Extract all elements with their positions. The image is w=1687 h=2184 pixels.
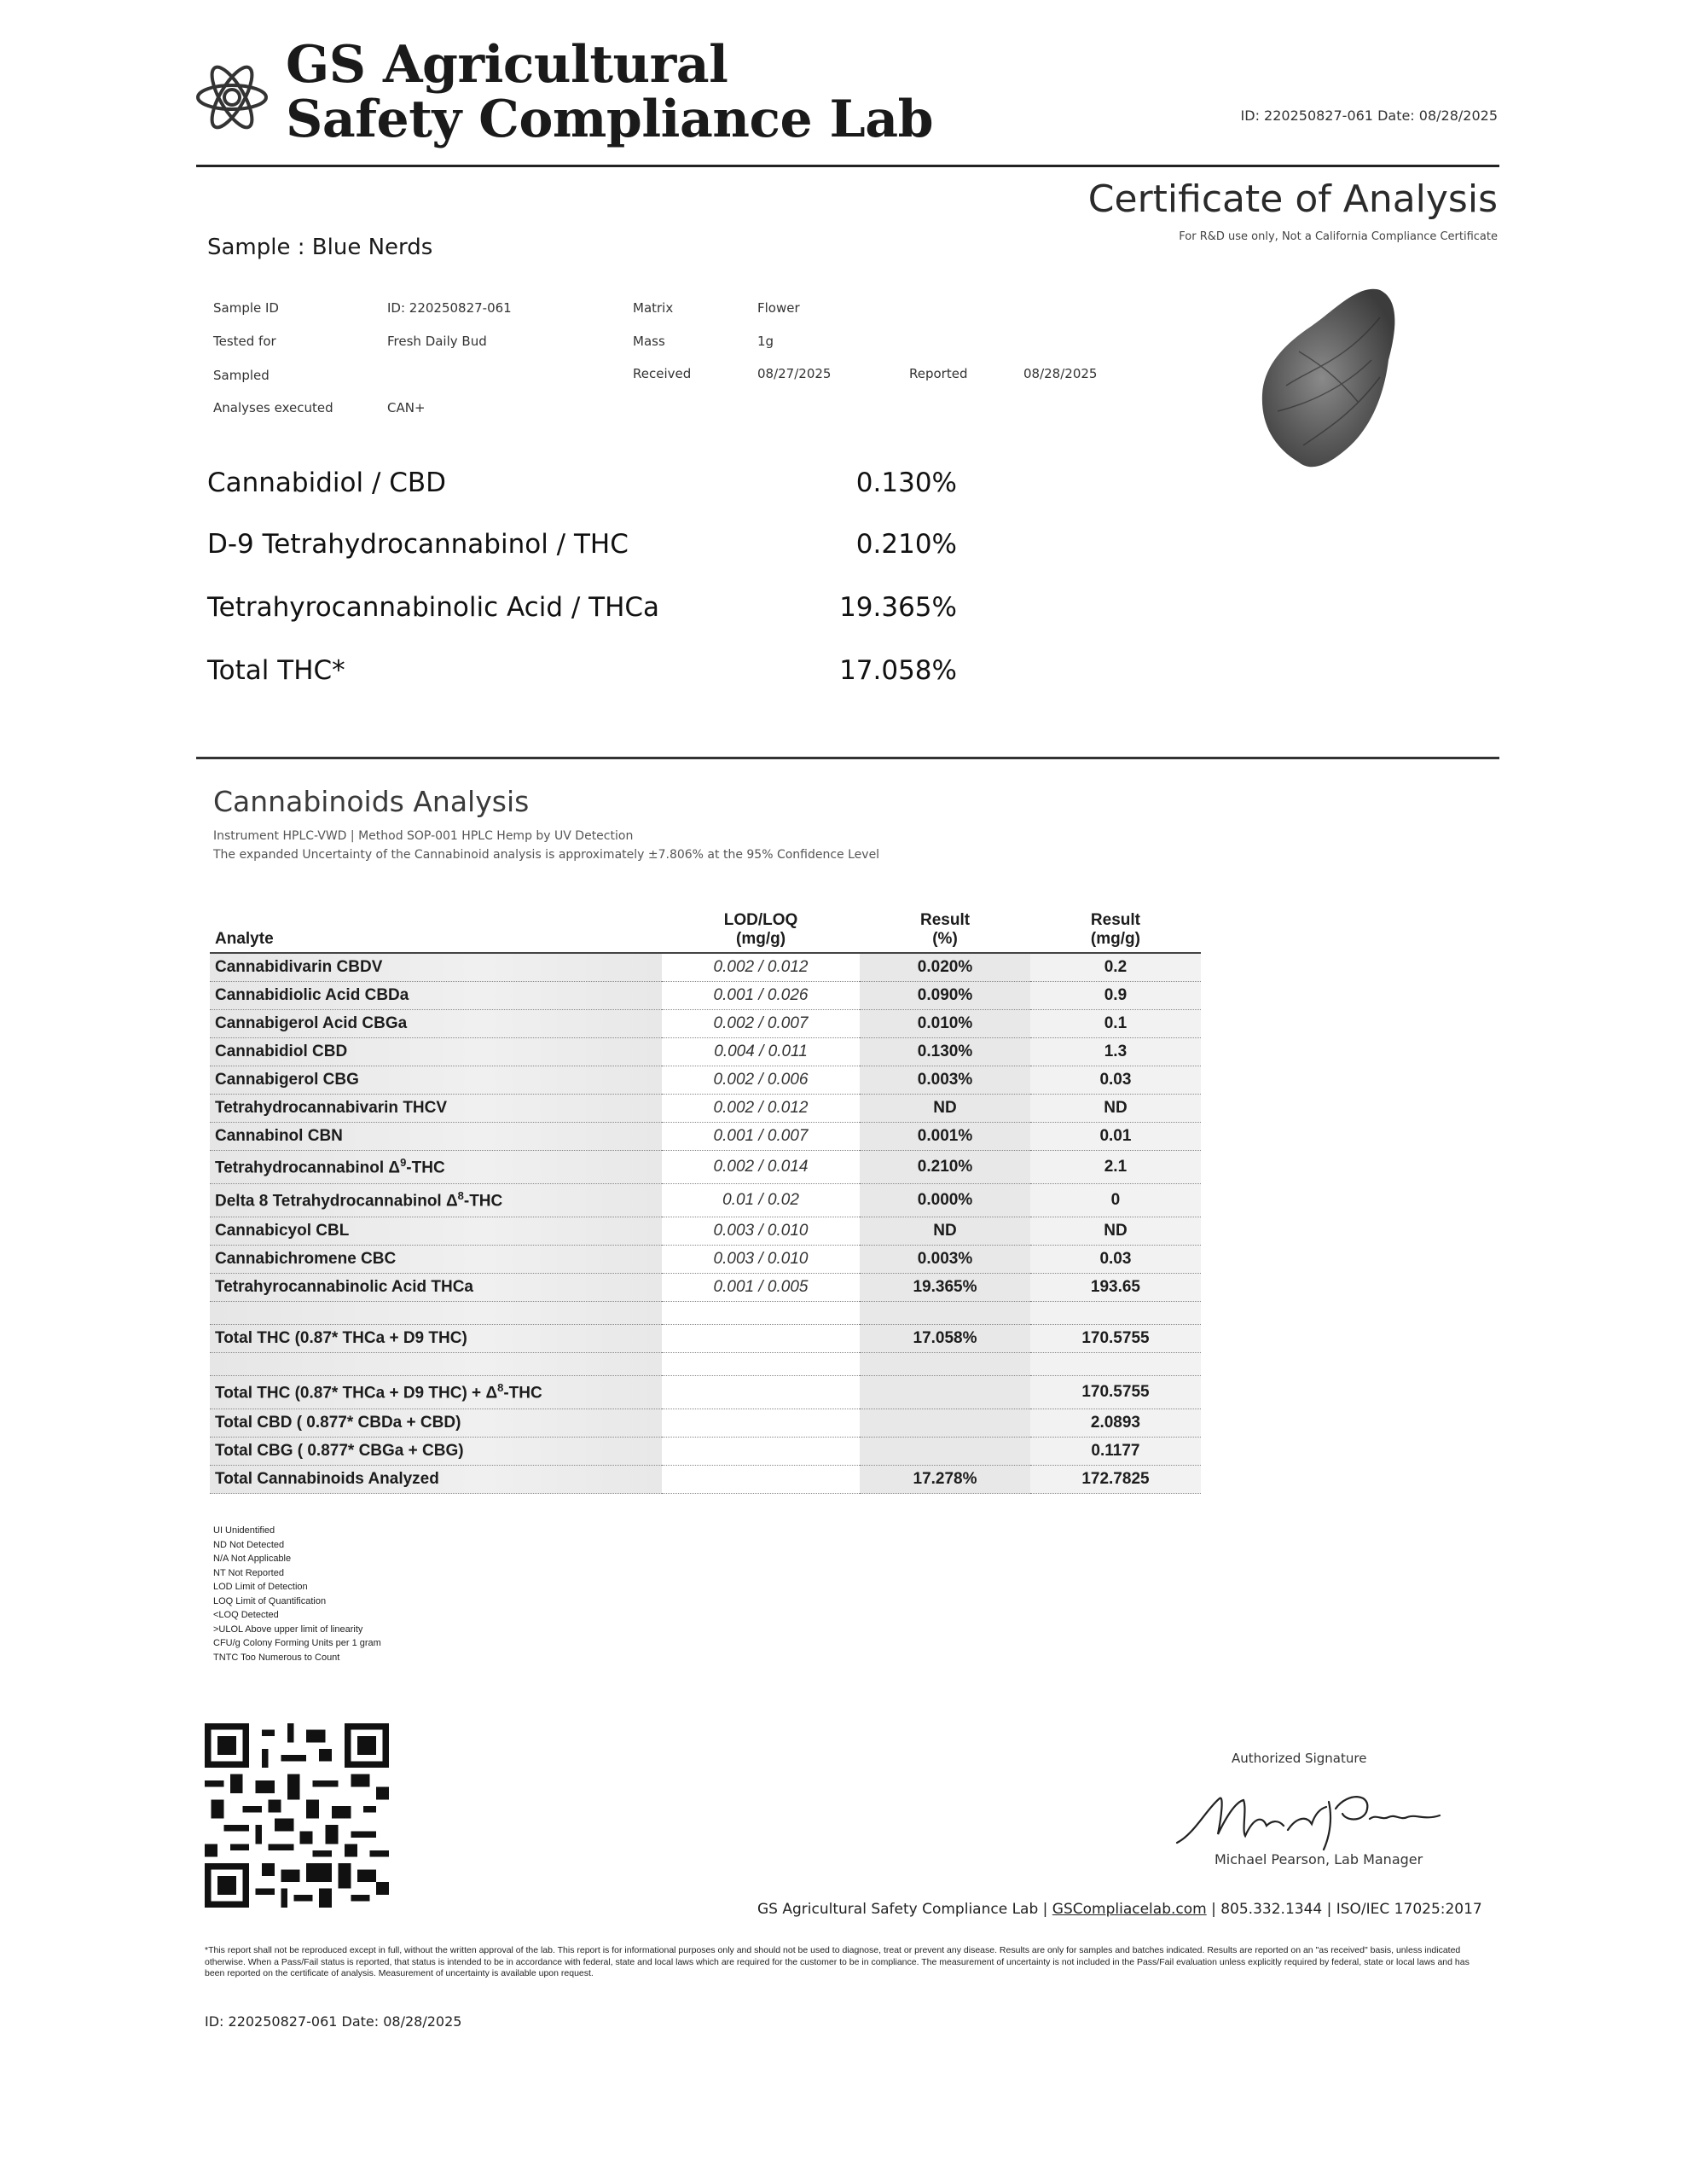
atom-logo-icon [194, 51, 270, 143]
analyte-pct: ND [860, 1095, 1030, 1123]
sample-id-value: ID: 220250827-061 [387, 300, 512, 316]
table-row [210, 1095, 1201, 1123]
delta9-name-pre: Tetrahydrocannabinol [215, 1159, 389, 1177]
header-result-mg [1030, 908, 1201, 953]
reported-label: Reported [909, 366, 968, 381]
delta9-superscript: 9 [400, 1156, 407, 1170]
total-thc-d8-post: -THC [503, 1384, 542, 1403]
sample-title: Sample : Blue Nerds [207, 235, 433, 260]
header-pct-line1: Result [919, 911, 971, 929]
delta-symbol: Δ [485, 1384, 498, 1403]
total-cbg-name: Total CBG ( 0.877* CBGa + CBG) [210, 1438, 662, 1466]
table-row-total-thc [210, 1325, 1201, 1353]
table-row-delta8 [210, 1184, 1201, 1217]
analyte-lod: 0.001 / 0.007 [662, 1123, 860, 1151]
handwritten-signature [1168, 1783, 1450, 1860]
authorized-signature-label: Authorized Signature [1232, 1751, 1367, 1766]
header-mg-line1: Result [1090, 911, 1140, 929]
analyte-name: Cannabidivarin CBDV [210, 953, 662, 982]
analyte-pct: 0.010% [860, 1010, 1030, 1038]
analyte-lod: 0.002 / 0.012 [662, 953, 860, 982]
total-cannabinoids-mg: 172.7825 [1030, 1466, 1201, 1494]
total-thc-d8-mg: 170.5755 [1030, 1376, 1201, 1409]
summary-label-thc: D-9 Tetrahydrocannabinol / THC [207, 529, 629, 560]
footer-lab-name: GS Agricultural Safety Compliance Lab | [757, 1901, 1052, 1918]
analyte-pct: 0.003% [860, 1246, 1030, 1274]
analyte-mg: 0.9 [1030, 982, 1201, 1010]
section-divider [196, 757, 1499, 759]
analyte-pct: 0.090% [860, 982, 1030, 1010]
delta-symbol: Δ [388, 1159, 401, 1177]
analysis-instrument: Instrument HPLC-VWD | Method SOP-001 HPLC Hemp by UV Detection [213, 829, 634, 843]
total-cbd-mg: 2.0893 [1030, 1409, 1201, 1438]
summary-label-total-thc: Total THC* [207, 655, 345, 686]
analyte-mg: 1.3 [1030, 1038, 1201, 1066]
analyses-value: CAN+ [387, 400, 426, 415]
table-row [210, 953, 1201, 982]
lab-name [286, 35, 934, 149]
mass-value: 1g [757, 334, 774, 349]
table-row-total-thc-d8 [210, 1376, 1201, 1409]
analyte-name: Cannabinol CBN [210, 1123, 662, 1151]
analyte-pct: 0.130% [860, 1038, 1030, 1066]
tested-for-value: Fresh Daily Bud [387, 334, 487, 349]
abbreviation-legend [213, 1524, 381, 1664]
table-row [210, 1217, 1201, 1246]
analyte-pct: 0.003% [860, 1066, 1030, 1095]
analyte-pct: 19.365% [860, 1274, 1030, 1302]
delta8-name-post: -THC [463, 1192, 503, 1211]
analyte-mg: 0.01 [1030, 1123, 1201, 1151]
analyte-lod: 0.002 / 0.006 [662, 1066, 860, 1095]
header-result-pct [860, 908, 1030, 953]
abbreviation-item: N/A Not Applicable [213, 1554, 292, 1564]
analyte-pct: 0.210% [860, 1151, 1030, 1184]
total-thc-d8-superscript: 8 [497, 1381, 504, 1395]
footer-website-link[interactable]: GSCompliacelab.com [1052, 1901, 1207, 1918]
table-row-total-cbd [210, 1409, 1201, 1438]
header-id-date: ID: 220250827-061 Date: 08/28/2025 [1240, 107, 1498, 124]
analyte-name: Cannabigerol CBG [210, 1066, 662, 1095]
analyte-mg: 0.1 [1030, 1010, 1201, 1038]
table-row-total-cannabinoids [210, 1466, 1201, 1494]
disclaimer-text: *This report shall not be reproduced except in full, without the written approval of the lab. This report is for informational purposes only and should not be used to diagnose, treat or prevent any disease. Results are only for samples and batches indicated. Results are reported on an "as received" basis, unless indicated otherwise. When a Pass/Fail status is reported, that status is intended to be in accordance with federal, state and local laws which are required for the customer to be in compliance. The measurement of uncertainty is not included in the Pass/Fail evaluation unless explicitly required by federal, state or local laws and has been reported on the certificate of analysis. Measurement of uncertainty is available upon request. [205, 1945, 1470, 1978]
total-cbd-name: Total CBD ( 0.877* CBDa + CBD) [210, 1409, 662, 1438]
table-row [210, 1123, 1201, 1151]
mass-label: Mass [633, 334, 665, 349]
summary-value-thc: 0.210% [855, 529, 957, 560]
footer-contact [757, 1901, 1482, 1918]
table-header-row [210, 908, 1201, 953]
analyte-mg: 2.1 [1030, 1151, 1201, 1184]
reported-value: 08/28/2025 [1023, 366, 1098, 381]
received-label: Received [633, 366, 692, 381]
table-row [210, 1010, 1201, 1038]
total-thc-d8-name [210, 1376, 662, 1409]
analyte-name: Cannabigerol Acid CBGa [210, 1010, 662, 1038]
sampled-label: Sampled [213, 368, 270, 383]
table-row [210, 1066, 1201, 1095]
summary-value-total-thc: 17.058% [839, 655, 957, 686]
analyte-mg: 0.03 [1030, 1066, 1201, 1095]
abbreviation-item: LOQ Limit of Quantification [213, 1595, 327, 1606]
analyses-label: Analyses executed [213, 400, 333, 415]
analyte-lod: 0.01 / 0.02 [662, 1184, 860, 1217]
analysis-uncertainty: The expanded Uncertainty of the Cannabinoid analysis is approximately ±7.806% at the 95% Confidence Level [213, 848, 880, 862]
summary-label-cbd: Cannabidiol / CBD [207, 468, 447, 498]
analyte-lod: 0.002 / 0.012 [662, 1095, 860, 1123]
product-image [1252, 283, 1414, 479]
table-spacer-row [210, 1302, 1201, 1325]
analyte-mg: 0.2 [1030, 953, 1201, 982]
header-lod-line2: (mg/g) [736, 930, 786, 948]
analyte-name: Cannabidiolic Acid CBDa [210, 982, 662, 1010]
abbreviation-item: <LOQ Detected [213, 1610, 279, 1620]
analyte-mg: 0 [1030, 1184, 1201, 1217]
cannabinoids-table [210, 908, 1201, 1494]
table-row-total-cbg [210, 1438, 1201, 1466]
qr-code[interactable] [205, 1723, 389, 1908]
footer-contact-rest: | 805.332.1344 | ISO/IEC 17025:2017 [1206, 1901, 1482, 1918]
analyte-name: Cannabidiol CBD [210, 1038, 662, 1066]
analyte-pct: 0.001% [860, 1123, 1030, 1151]
delta8-superscript: 8 [457, 1189, 464, 1203]
analyte-lod: 0.001 / 0.026 [662, 982, 860, 1010]
analyte-lod: 0.001 / 0.005 [662, 1274, 860, 1302]
analyte-lod: 0.004 / 0.011 [662, 1038, 860, 1066]
matrix-label: Matrix [633, 300, 674, 316]
abbreviation-item: NT Not Reported [213, 1567, 284, 1578]
analyte-name: Tetrahyrocannabinolic Acid THCa [210, 1274, 662, 1302]
abbreviation-item: UI Unidentified [213, 1525, 275, 1536]
header-divider [196, 165, 1499, 167]
table-row [210, 982, 1201, 1010]
analyte-lod: 0.002 / 0.007 [662, 1010, 860, 1038]
tested-for-label: Tested for [213, 334, 276, 349]
delta9-name-post: -THC [406, 1159, 445, 1177]
summary-value-cbd: 0.130% [855, 468, 957, 498]
analyte-mg: ND [1030, 1095, 1201, 1123]
lab-name-line1: GS Agricultural [286, 35, 728, 95]
delta8-name-pre: Delta 8 Tetrahydrocannabinol [215, 1192, 446, 1211]
table-spacer-row [210, 1353, 1201, 1376]
matrix-value: Flower [757, 300, 800, 316]
table-row [210, 1038, 1201, 1066]
analyte-name: Cannabicyol CBL [210, 1217, 662, 1246]
total-thc-pct: 17.058% [860, 1325, 1030, 1353]
analyte-name-delta9 [210, 1151, 662, 1184]
analyte-pct: 0.000% [860, 1184, 1030, 1217]
table-row [210, 1274, 1201, 1302]
table-row-delta9 [210, 1151, 1201, 1184]
sample-id-label: Sample ID [213, 300, 279, 316]
total-thc-name: Total THC (0.87* THCa + D9 THC) [210, 1325, 662, 1353]
abbreviation-item: LOD Limit of Detection [213, 1582, 308, 1592]
lab-name-line2: Safety Compliance Lab [286, 90, 934, 149]
total-cannabinoids-name: Total Cannabinoids Analyzed [210, 1466, 662, 1494]
analyte-name: Cannabichromene CBC [210, 1246, 662, 1274]
received-value: 08/27/2025 [757, 366, 832, 381]
header-lod [662, 908, 860, 953]
total-thc-mg: 170.5755 [1030, 1325, 1201, 1353]
analyte-name-delta8 [210, 1184, 662, 1217]
header-analyte: Analyte [210, 908, 662, 953]
analysis-title: Cannabinoids Analysis [213, 785, 530, 818]
total-cannabinoids-pct: 17.278% [860, 1466, 1030, 1494]
total-cbg-mg: 0.1177 [1030, 1438, 1201, 1466]
analyte-lod: 0.003 / 0.010 [662, 1217, 860, 1246]
analyte-pct: 0.020% [860, 953, 1030, 982]
header-mg-line2: (mg/g) [1090, 930, 1140, 948]
summary-value-thca: 19.365% [839, 592, 957, 623]
analyte-name: Tetrahydrocannabivarin THCV [210, 1095, 662, 1123]
analyte-mg: 193.65 [1030, 1274, 1201, 1302]
analyte-lod: 0.003 / 0.010 [662, 1246, 860, 1274]
analyte-pct: ND [860, 1217, 1030, 1246]
abbreviation-item: >ULOL Above upper limit of linearity [213, 1623, 363, 1635]
certificate-title: Certificate of Analysis [1087, 177, 1498, 221]
footer-id-date: ID: 220250827-061 Date: 08/28/2025 [205, 2013, 462, 2030]
header-pct-line2: (%) [932, 930, 958, 948]
abbreviation-item: CFU/g Colony Forming Units per 1 gram [213, 1638, 381, 1648]
abbreviation-item: ND Not Detected [213, 1539, 285, 1550]
analyte-lod: 0.002 / 0.014 [662, 1151, 860, 1184]
header-lod-line1: LOD/LOQ [723, 911, 798, 929]
certificate-subtitle: For R&D use only, Not a California Compliance Certificate [1179, 230, 1498, 243]
analyte-mg: 0.03 [1030, 1246, 1201, 1274]
total-thc-d8-pre: Total THC (0.87* THCa + D9 THC) + [215, 1384, 486, 1403]
table-row [210, 1246, 1201, 1274]
abbreviation-item: TNTC Too Numerous to Count [213, 1652, 340, 1663]
summary-label-thca: Tetrahyrocannabinolic Acid / THCa [207, 592, 660, 623]
signatory-name: Michael Pearson, Lab Manager [1215, 1851, 1423, 1867]
delta-symbol: Δ [445, 1192, 458, 1211]
analyte-mg: ND [1030, 1217, 1201, 1246]
